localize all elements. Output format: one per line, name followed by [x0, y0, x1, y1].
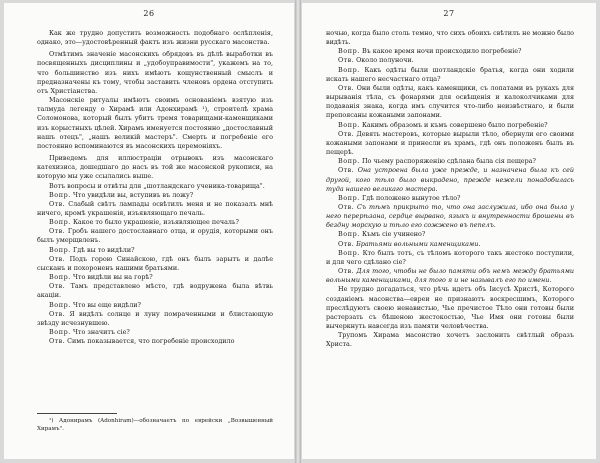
- catechism-dialogue: [326, 47, 574, 285]
- dialogue-text: По чьему распоряженію сдѣлана была сія пещера?: [361, 157, 536, 166]
- speaker-label: Вопр.: [338, 65, 360, 74]
- dialogue-text: Братьями вольными каменщиками.: [356, 239, 481, 248]
- speaker-label: Вопр.: [49, 273, 71, 282]
- dialogue-text: Слабый свѣтъ лампады освѣтилъ меня и не показалъ мнѣ ничего, кромѣ украшенія, изъявляющаго печаль.: [37, 199, 273, 217]
- speaker-label: Вопр.: [338, 47, 360, 56]
- dialogue-line: [37, 227, 273, 245]
- dialogue-text: Они были одѣты, какъ каменщики, съ лопатами въ рукахъ для вырыванія тѣла, съ фонарями для освѣщенія и калоколчиками для подаванія знака, когда имъ случится что-либо неизвѣстнаго, и были препоясаны кожаными запонами.: [326, 83, 574, 120]
- speaker-label: Отв.: [49, 254, 66, 263]
- dialogue-line: [326, 249, 574, 267]
- paragraph: Приведемъ для иллюстраціи отрывокъ изъ масонскаго катехизиса, дошедшаго до насъ въ той же масонской рукописи, на которую мы уже ссылались выше.: [37, 154, 273, 181]
- left-page-text: [37, 29, 273, 346]
- dialogue-line: [37, 273, 273, 282]
- paragraph: Вотъ вопросы и отвѣты для „шотландскаго ученика-товарища".: [49, 181, 265, 190]
- page-number: 26: [143, 9, 155, 18]
- speaker-label: Отв.: [49, 199, 66, 208]
- footnote-rule: [37, 413, 117, 414]
- dialogue-text: Девять мастеровъ, которые вырыли тѣло, обернули его своими кожаными запонами и принесли въ храмъ, гдѣ онъ положенъ былъ въ пещерѣ.: [326, 129, 574, 157]
- speaker-label: Отв.: [338, 129, 355, 138]
- dialogue-text: Какое то было украшеніе, изъявляющее печаль?: [72, 218, 239, 227]
- dialogue-text: Что видѣли вы на горѣ?: [72, 273, 153, 282]
- book-gutter: [295, 0, 301, 463]
- speaker-label: Отв.: [49, 309, 66, 318]
- dialogue-text: Что увидѣли вы, вступивъ въ ложу?: [72, 190, 194, 199]
- dialogue-text: Гдѣ вы то видѣли?: [72, 245, 135, 254]
- dialogue-text: Какимъ образомъ и къмъ совершено было погребеніе?: [361, 120, 548, 129]
- dialogue-line: [37, 200, 273, 218]
- dialogue-line: [326, 166, 574, 193]
- dialogue-line: [37, 246, 273, 255]
- paragraph: Не трудно догадаться, что рѣчь идетъ объ Іисусѣ Христѣ, Которого созданіемъ масонства—евреи не признаютъ воскресшимъ, Которого преслѣдуютъ своею ненавистью, Чье пречистое Тѣло они готовы были растерзать съ бѣшеною жестокостью, Чье Имя они готовы были вычеркнуть навсегда изъ памяти человѣчества.: [326, 285, 574, 330]
- speaker-label: Вопр.: [49, 218, 71, 227]
- dialogue-line: [37, 310, 273, 328]
- paragraph: Трупомъ Хирама масонство хочетъ заслонить свѣтлый образъ Христа.: [326, 331, 574, 349]
- dialogue-line: [326, 157, 574, 166]
- speaker-label: Отв.: [338, 202, 355, 211]
- dialogue-line: [326, 230, 574, 239]
- speaker-label: Отв.: [49, 282, 66, 291]
- dialogue-line: [37, 255, 273, 273]
- dialogue-text: Гдѣ положено вынутое тѣло?: [361, 193, 461, 202]
- speaker-label: Вопр.: [49, 328, 71, 336]
- dialogue-text: Гробъ нашего достославнаго отца, и орудія, которыми онъ былъ умерщвленъ.: [37, 227, 273, 245]
- dialogue-line: [326, 66, 574, 84]
- speaker-label: Вопр.: [49, 245, 71, 254]
- dialogue-text: Симъ показывается, что погребеніе происходило: [67, 337, 235, 346]
- speaker-label: Отв.: [49, 227, 66, 236]
- speaker-label: Вопр.: [338, 193, 360, 202]
- speaker-label: Вопр.: [338, 230, 360, 239]
- dialogue-line: [326, 121, 574, 130]
- speaker-label: Отв.: [338, 166, 355, 175]
- dialogue-text: Къмъ сіе учинено?: [361, 230, 426, 239]
- dialogue-line: [37, 282, 273, 300]
- speaker-label: Отв.: [338, 83, 355, 92]
- dialogue-text: Какъ одѣты были шотландскіе братья, когда они ходили искать нашего несчастнаго отца?: [326, 65, 574, 83]
- speaker-label: Вопр.: [338, 248, 360, 257]
- right-page-text: [326, 29, 574, 349]
- dialogue-text: Что вы еще видѣли?: [72, 300, 141, 309]
- dialogue-line: [37, 191, 273, 200]
- dialogue-text: Тамъ представлено мѣсто, гдѣ водружена была вѣтвь акаціи.: [37, 282, 273, 300]
- dialogue-text: Она устроена была уже прежде, и назначена была къ сей другой, кого тѣло было выкрадено, прежде нежели понадобилась туда нашего великаго мастера.: [326, 166, 574, 193]
- dialogue-line: [37, 301, 273, 310]
- paragraph: Масонскіе ритуалы имѣютъ своимъ основаніемъ взятую изъ талмуда легенду о Хирамѣ или Адонхирамѣ ¹), строителѣ храма Соломонова, который былъ убитъ тремя товарищами-каменщиками изъ корыстныхъ цѣлей. Хирамъ именуется постоянно „достославный нашъ отецъ", „нашъ великій мастеръ". Смерть и погребеніе его постоянно вспоминаются въ масонскихъ церемоніяхъ.: [37, 96, 273, 150]
- paragraph: ночью, когда было столь темно, что сихъ обоихъ свѣтилъ не можно было видѣть.: [326, 29, 574, 47]
- dialogue-text: Я видѣлъ солнце и луну помраченными и блистающую звѣзду исчезнувшею.: [37, 309, 273, 327]
- dialogue-text: Съ тѣмъ прикрыто то, что она заслужила, ибо она была у него перерѣзана, сердце вырвано, языкъ и внутренности брошены въ бездну морскую и тѣло его сожжено въ пепелъ.: [326, 202, 574, 230]
- dialogue-line: [326, 47, 574, 56]
- speaker-label: Вопр.: [338, 120, 360, 129]
- dialogue-text: Что значитъ сіе?: [72, 328, 130, 336]
- dialogue-line: [326, 203, 574, 230]
- dialogue-line: [326, 84, 574, 121]
- dialogue-line: [326, 240, 574, 249]
- speaker-label: Вопр.: [49, 190, 71, 199]
- footnote: ¹) Адонирамъ (Adonhiram)—обозначаетъ по еврейски „Возвышенный Хирамъ".: [37, 418, 273, 432]
- right-page: [302, 3, 596, 459]
- dialogue-line: [326, 267, 574, 285]
- dialogue-line: [326, 56, 574, 65]
- speaker-label: Вопр.: [49, 300, 71, 309]
- speaker-label: Отв.: [338, 56, 355, 65]
- paragraph: Как же трудно допустить возможность подобнаго ослѣпленія, однако, это—удостовѣренный фактъ изъ жизни русскаго масонства.: [37, 29, 273, 47]
- dialogue-text: Для того, чтобы не было памяти объ немъ между братьями вольными каменщиками, для того я и не называлъ его по имени.: [326, 267, 574, 285]
- catechism-dialogue: [37, 191, 273, 347]
- dialogue-text: Около полуночи.: [356, 56, 414, 65]
- left-page: [4, 3, 294, 459]
- speaker-label: Отв.: [338, 267, 355, 276]
- speaker-label: Отв.: [338, 239, 355, 248]
- page-number: 27: [443, 9, 455, 18]
- dialogue-line: [37, 328, 273, 337]
- dialogue-line: [326, 130, 574, 157]
- speaker-label: Вопр.: [338, 157, 360, 166]
- dialogue-text: Въ какое время ночи происходило погребеніе?: [361, 47, 522, 56]
- dialogue-text: Подъ горою Синайскою, гдѣ онъ былъ зарытъ и далѣе сысканъ и похороненъ нашими братьями.: [37, 254, 273, 272]
- dialogue-text: Кто былъ тотъ, съ тѣломъ которого такъ жестоко поступили, и для чего сдѣлано сіе?: [326, 248, 574, 266]
- dialogue-line: [37, 337, 273, 346]
- paragraph: Отмѣтимъ значеніе масонскихъ обрядовъ въ дѣлѣ выработки въ посвященныхъ дисциплины и „удобоуправимости", укажемъ на то, что большинство изъ нихъ имѣютъ кощунственный смыслъ и предназначены къ тому, чтобы заставить членовъ ордена отступить отъ Христіанства.: [37, 50, 273, 95]
- dialogue-line: [37, 218, 273, 227]
- dialogue-line: [326, 194, 574, 203]
- speaker-label: Отв.: [49, 337, 66, 346]
